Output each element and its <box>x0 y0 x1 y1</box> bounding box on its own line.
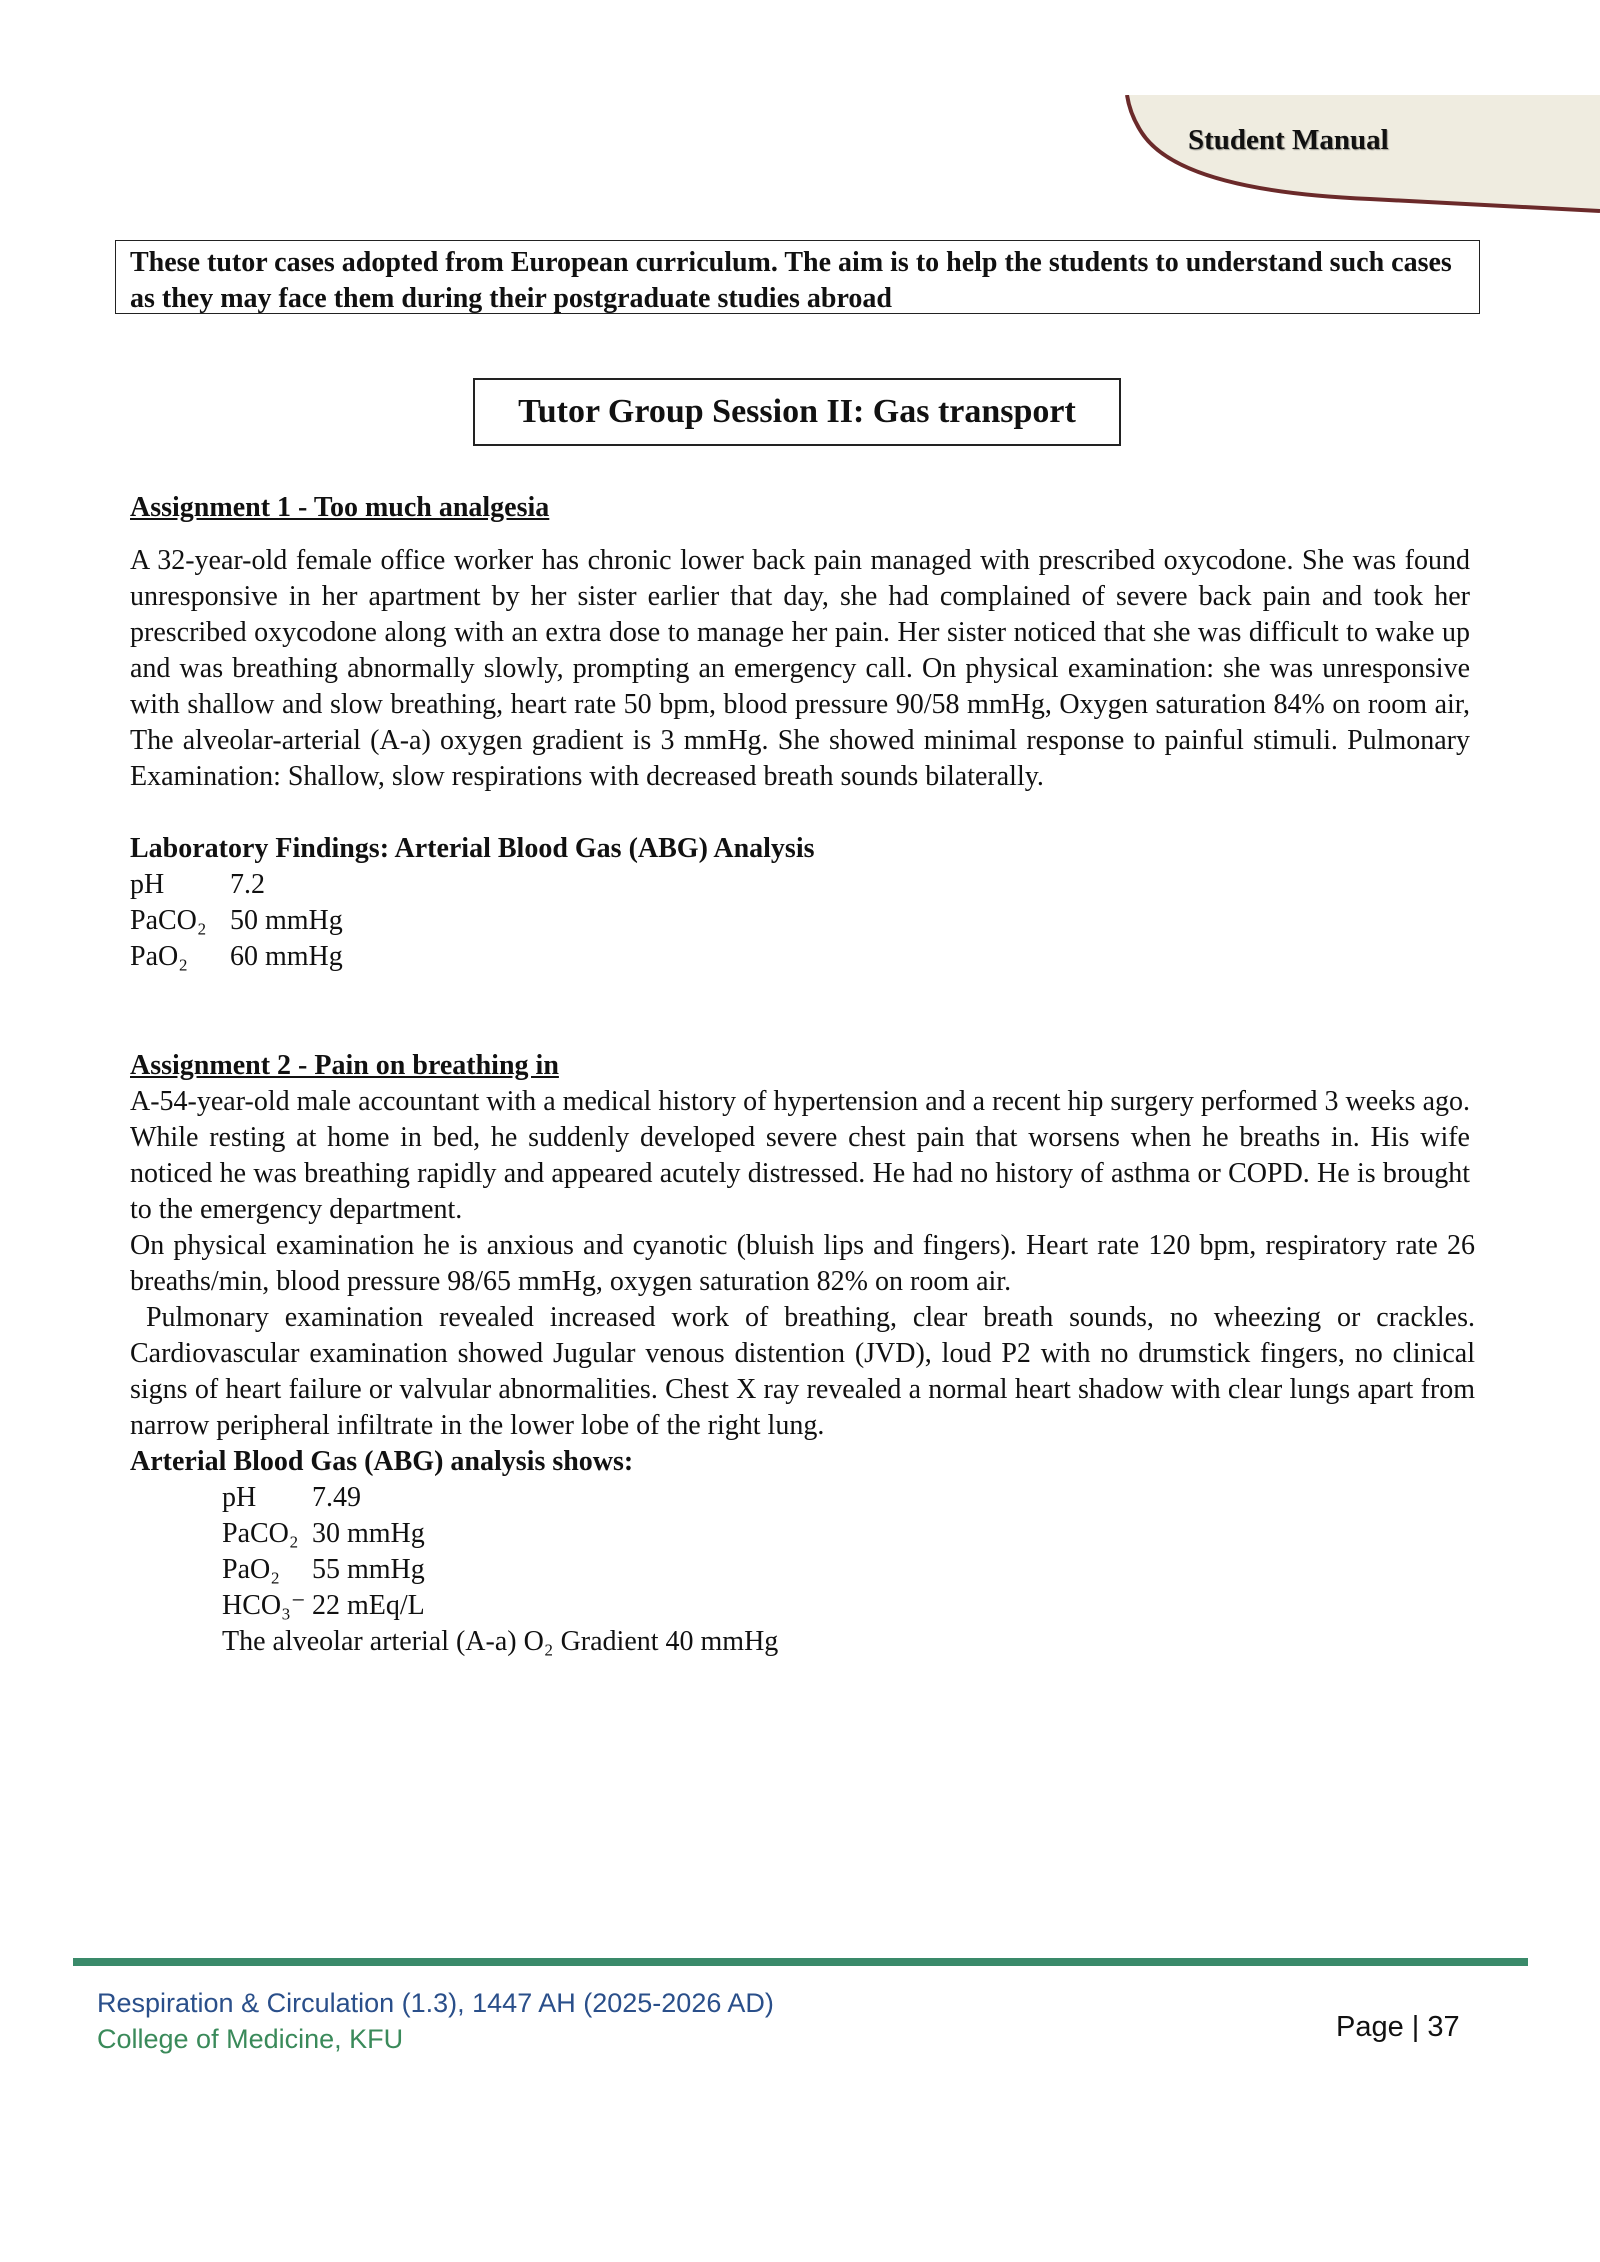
lab-row <box>130 903 343 939</box>
session-title <box>473 378 1121 446</box>
lab-name: PaO₂ <box>130 941 188 972</box>
lab-name: HCO₃⁻ <box>222 1590 306 1621</box>
lab-value: 7.2 <box>230 869 265 900</box>
lab-row <box>222 1516 778 1552</box>
lab-value: 22 mEq/L <box>312 1590 425 1621</box>
footer-college: College of Medicine, KFU <box>97 2024 404 2054</box>
lab-value: 30 mmHg <box>312 1518 425 1549</box>
footer-course: Respiration & Circulation (1.3), 1447 AH (2025-2026 AD) <box>97 1988 774 2018</box>
lab-value: 50 mmHg <box>230 905 343 936</box>
assignment2-lab-list <box>222 1480 778 1660</box>
lab-row <box>130 867 343 903</box>
lab-row <box>222 1480 778 1516</box>
footer-rule <box>73 1958 1528 1966</box>
assignment2-body1: A-54-year-old male accountant with a medical history of hypertension and a recent hip surgery performed 3 weeks ago. While resting at home in bed, he suddenly developed severe chest pain that worsens when he breaths in. His wife noticed he was breathing rapidly and appeared acutely distressed. He had no history of asthma or COPD. He is brought to the emergency department. <box>130 1086 1470 1225</box>
notice-box <box>115 240 1480 314</box>
assignment2-heading: Assignment 2 - Pain on breathing in <box>130 1050 559 1081</box>
lab-name: PaCO₂ <box>130 905 207 936</box>
assignment1-heading: Assignment 1 - Too much analgesia <box>130 492 550 523</box>
session-title-text: Tutor Group Session II: Gas transport <box>518 393 1076 430</box>
assignment2-lab-heading: Arterial Blood Gas (ABG) analysis shows: <box>130 1446 634 1477</box>
assignment2-body3: Pulmonary examination revealed increased work of breathing, clear breath sounds, no wheezing or crackles. Cardiovascular examination showed Jugular venous distention (JVD), loud P2 with no drumstick fingers, no clinical signs of heart failure or valvular abnormalities. Chest X ray revealed a normal heart shadow with clear lungs apart from narrow peripheral infiltrate in the lower lobe of the right lung. <box>130 1302 1482 1441</box>
lab-value: 7.49 <box>312 1482 361 1513</box>
lab-name: pH <box>222 1482 257 1513</box>
lab-name: pH <box>130 869 165 900</box>
lab-row <box>222 1552 778 1588</box>
lab-name: PaCO₂ <box>222 1518 299 1549</box>
assignment2-body2: On physical examination he is anxious and cyanotic (bluish lips and fingers). Heart rate 120 bpm, respiratory rate 26 breaths/min, blood pressure 98/65 mmHg, oxygen saturation 82% on room air. <box>130 1230 1475 1297</box>
assignment1-body: A 32-year-old female office worker has chronic lower back pain managed with prescribed oxycodone. She was found unresponsive in her apartment by her sister earlier that day, she had complained of severe back pain and took her prescribed oxycodone along with an extra dose to manage her pain. Her sister noticed that she was difficult to wake up and was breathing abnormally slowly, prompting an emergency call. On physical examination: she was unresponsive with shallow and slow breathing, heart rate 50 bpm, blood pressure 90/58 mmHg, Oxygen saturation 84% on room air, The alveolar-arterial (A-a) oxygen gradient is 3 mmHg. She showed minimal response to painful stimuli. Pulmonary Examination: Shallow, slow respirations with decreased breath sounds bilaterally. <box>130 545 1470 792</box>
notice-text: These tutor cases adopted from European curriculum. The aim is to help the students to understand such cases as they may face them during their postgraduate studies abroad <box>130 247 1452 314</box>
assignment1-lab-list <box>130 867 343 975</box>
lab-row <box>130 939 343 975</box>
lab-value: 60 mmHg <box>230 941 343 972</box>
gradient-line: The alveolar arterial (A-a) O₂ Gradient 40 mmHg <box>222 1626 779 1657</box>
lab-row <box>222 1588 778 1624</box>
lab-value: 55 mmHg <box>312 1554 425 1585</box>
page-number: Page | 37 <box>1336 2011 1460 2043</box>
assignment1-lab-heading: Laboratory Findings: Arterial Blood Gas (ABG) Analysis <box>130 833 815 864</box>
lab-name: PaO₂ <box>222 1554 280 1585</box>
manual-title: Student Manual <box>1188 124 1389 156</box>
